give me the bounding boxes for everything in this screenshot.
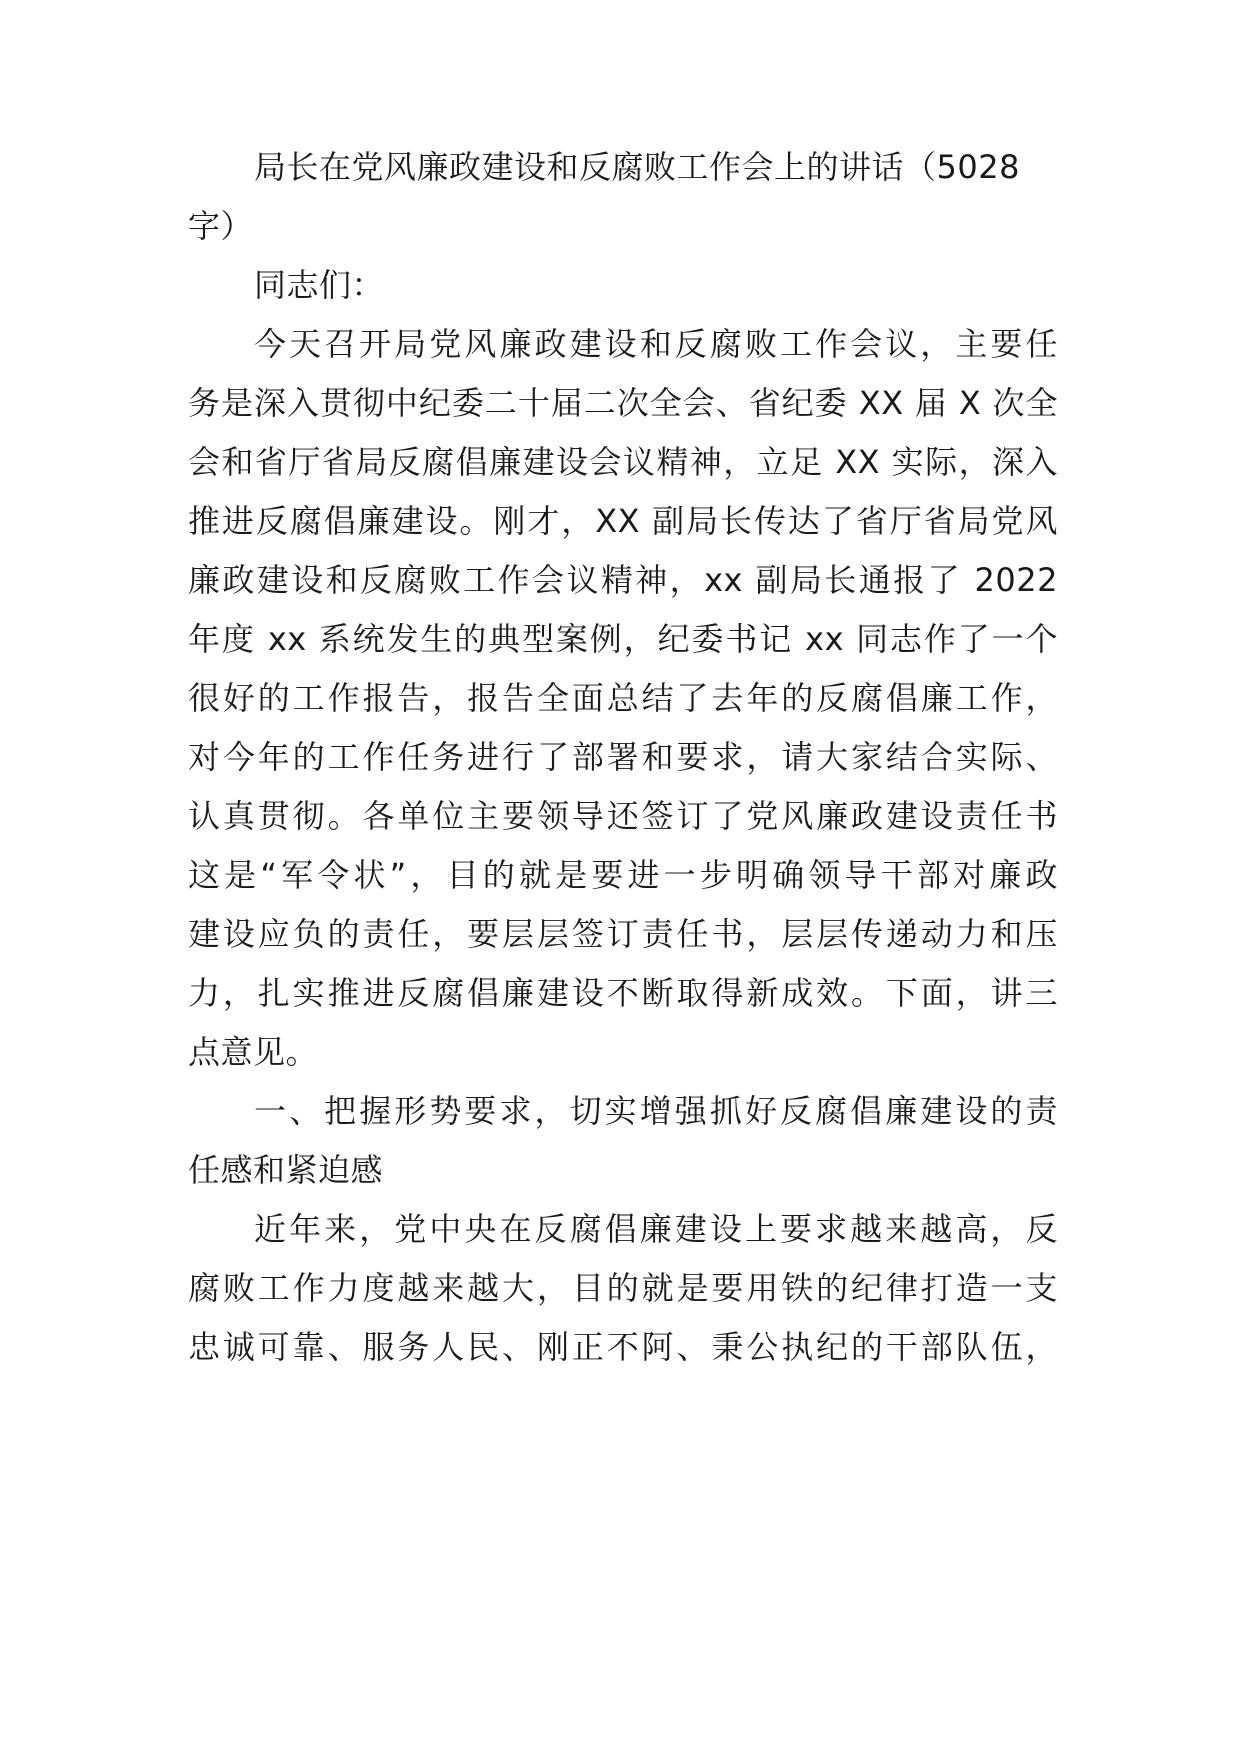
body-line: 今天召开局党风廉政建设和反腐败工作会议，主要任: [254, 325, 1058, 363]
body-line: 忠诚可靠、服务人民、刚正不阿、秉公执纪的干部队伍，: [188, 1328, 1058, 1366]
body-line: 务是深入贯彻中纪委二十届二次全会、省纪委 XX 届 X 次全: [188, 384, 1058, 422]
body-line: 年度 xx 系统发生的典型案例，纪委书记 xx 同志作了一个: [188, 620, 1058, 658]
section-heading-line-2: 任感和紧迫感: [188, 1151, 384, 1189]
body-line: 这是“军令状”，目的就是要进一步明确领导干部对廉政: [188, 856, 1058, 894]
body-line: 近年来，党中央在反腐倡廉建设上要求越来越高，反: [254, 1210, 1058, 1248]
document-title-line-1: 局长在党风廉政建设和反腐败工作会上的讲话（5028: [254, 148, 1020, 186]
section-heading-line-1: 一、把握形势要求，切实增强抓好反腐倡廉建设的责: [254, 1092, 1058, 1130]
body-line: 力，扎实推进反腐倡廉建设不断取得新成效。下面，讲三: [188, 974, 1058, 1012]
body-line: 建设应负的责任，要层层签订责任书，层层传递动力和压: [188, 915, 1058, 953]
document-title-line-2: 字）: [188, 207, 254, 245]
body-line: 推进反腐倡廉建设。刚才，XX 副局长传达了省厅省局党风: [188, 502, 1058, 540]
body-line: 认真贯彻。各单位主要领导还签订了党风廉政建设责任书: [188, 797, 1058, 835]
body-line: 会和省厅省局反腐倡廉建设会议精神，立足 XX 实际，深入: [188, 443, 1058, 481]
body-line: 很好的工作报告，报告全面总结了去年的反腐倡廉工作，: [188, 679, 1058, 717]
body-line: 廉政建设和反腐败工作会议精神，xx 副局长通报了 2022: [188, 561, 1058, 599]
body-line: 对今年的工作任务进行了部署和要求，请大家结合实际、: [188, 738, 1058, 776]
salutation: 同志们：: [254, 266, 385, 304]
body-line: 点意见。: [188, 1033, 319, 1071]
body-line: 腐败工作力度越来越大，目的就是要用铁的纪律打造一支: [188, 1269, 1058, 1307]
